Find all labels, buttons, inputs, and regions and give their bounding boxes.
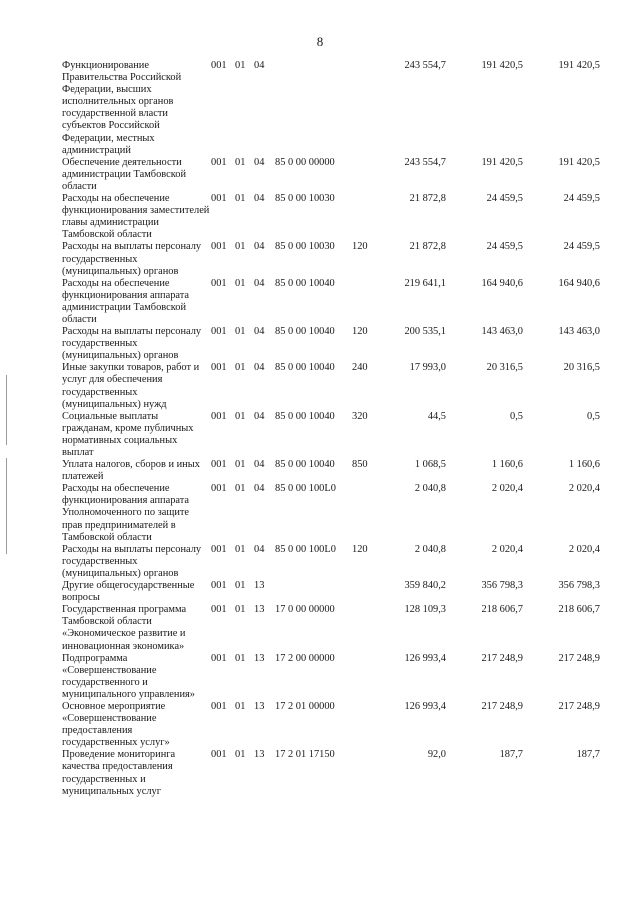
subsection-code: 13 — [254, 652, 265, 664]
admin-code: 001 — [211, 749, 227, 761]
amount-year-2: 24 459,5 — [486, 241, 523, 253]
subsection-code: 13 — [254, 580, 265, 592]
amount-year-2: 2 020,4 — [491, 483, 523, 495]
amount-year-1: 200 535,1 — [404, 326, 446, 338]
target-article-code: 17 2 01 00000 — [275, 700, 335, 712]
amount-year-3: 24 459,5 — [563, 241, 600, 253]
amount-year-1: 21 872,8 — [409, 193, 446, 205]
table-row — [62, 362, 610, 410]
amount-year-1: 128 109,3 — [404, 604, 446, 616]
admin-code: 001 — [211, 700, 227, 712]
amount-year-1: 17 993,0 — [409, 362, 446, 374]
section-code: 01 — [235, 459, 246, 471]
section-code: 01 — [235, 241, 246, 253]
expense-type-code: 120 — [352, 326, 368, 338]
amount-year-3: 0,5 — [587, 410, 600, 422]
section-code: 01 — [235, 410, 246, 422]
amount-year-3: 218 606,7 — [558, 604, 600, 616]
section-code: 01 — [235, 60, 246, 71]
expense-item-name: Расходы на обеспечение функционирования заместителей главы администрации Тамбовской области — [62, 193, 210, 241]
section-code: 01 — [235, 749, 246, 761]
table-row — [62, 459, 610, 483]
amount-year-3: 2 020,4 — [568, 543, 600, 555]
admin-code: 001 — [211, 60, 227, 71]
subsection-code: 04 — [254, 362, 265, 374]
expense-type-code: 320 — [352, 410, 368, 422]
amount-year-2: 218 606,7 — [481, 604, 523, 616]
section-code: 01 — [235, 326, 246, 338]
section-code: 01 — [235, 193, 246, 205]
table-row — [62, 604, 610, 652]
subsection-code: 13 — [254, 700, 265, 712]
table-row — [62, 60, 610, 157]
expense-type-code: 240 — [352, 362, 368, 374]
page-number: 8 — [316, 34, 324, 49]
table-row — [62, 278, 610, 326]
target-article-code: 17 2 00 00000 — [275, 652, 335, 664]
subsection-code: 04 — [254, 483, 265, 495]
subsection-code: 04 — [254, 326, 265, 338]
amount-year-1: 2 040,8 — [414, 483, 446, 495]
amount-year-3: 143 463,0 — [558, 326, 600, 338]
scan-artifact-line — [6, 375, 7, 445]
subsection-code: 13 — [254, 749, 265, 761]
amount-year-3: 2 020,4 — [568, 483, 600, 495]
subsection-code: 04 — [254, 193, 265, 205]
amount-year-3: 191 420,5 — [558, 156, 600, 168]
subsection-code: 04 — [254, 60, 265, 71]
amount-year-3: 1 160,6 — [568, 459, 600, 471]
table-row — [62, 241, 610, 277]
admin-code: 001 — [211, 241, 227, 253]
amount-year-1: 359 840,2 — [404, 580, 446, 592]
admin-code: 001 — [211, 543, 227, 555]
amount-year-3: 20 316,5 — [563, 362, 600, 374]
amount-year-2: 191 420,5 — [481, 156, 523, 168]
subsection-code: 04 — [254, 543, 265, 555]
section-code: 01 — [235, 700, 246, 712]
target-article-code: 85 0 00 00000 — [275, 156, 335, 168]
amount-year-2: 191 420,5 — [481, 60, 523, 71]
target-article-code: 85 0 00 10030 — [275, 241, 335, 253]
admin-code: 001 — [211, 459, 227, 471]
expense-item-name: Расходы на выплаты персоналу государственных (муниципальных) органов — [62, 326, 202, 362]
target-article-code: 85 0 00 10040 — [275, 277, 335, 289]
table-row — [62, 193, 610, 241]
section-code: 01 — [235, 156, 246, 168]
subsection-code: 13 — [254, 604, 265, 616]
section-code: 01 — [235, 604, 246, 616]
admin-code: 001 — [211, 652, 227, 664]
amount-year-2: 0,5 — [510, 410, 523, 422]
amount-year-1: 1 068,5 — [414, 459, 446, 471]
expense-item-name: Подпрограмма «Совершенствование государственного и муниципального управления» — [62, 652, 195, 700]
amount-year-3: 187,7 — [576, 749, 600, 761]
amount-year-2: 2 020,4 — [491, 543, 523, 555]
subsection-code: 04 — [254, 241, 265, 253]
target-article-code: 85 0 00 10040 — [275, 326, 335, 338]
amount-year-2: 187,7 — [499, 749, 523, 761]
expense-item-name: Расходы на выплаты персоналу государственных (муниципальных) органов — [62, 543, 202, 579]
target-article-code: 85 0 00 10040 — [275, 362, 335, 374]
amount-year-1: 126 993,4 — [404, 700, 446, 712]
target-article-code: 85 0 00 100L0 — [275, 543, 336, 555]
amount-year-2: 24 459,5 — [486, 193, 523, 205]
section-code: 01 — [235, 580, 246, 592]
amount-year-2: 217 248,9 — [481, 700, 523, 712]
admin-code: 001 — [211, 604, 227, 616]
amount-year-2: 143 463,0 — [481, 326, 523, 338]
expense-item-name: Социальные выплаты гражданам, кроме публичных нормативных социальных выплат — [62, 410, 194, 458]
target-article-code: 17 0 00 00000 — [275, 604, 335, 616]
expense-item-name: Расходы на обеспечение функционирования аппарата Уполномоченного по защите прав предпринимателей в Тамбовской области — [62, 483, 190, 543]
section-code: 01 — [235, 277, 246, 289]
target-article-code: 85 0 00 100L0 — [275, 483, 336, 495]
admin-code: 001 — [211, 156, 227, 168]
amount-year-3: 217 248,9 — [558, 652, 600, 664]
target-article-code: 85 0 00 10040 — [275, 410, 335, 422]
section-code: 01 — [235, 652, 246, 664]
amount-year-1: 243 554,7 — [404, 60, 446, 71]
table-row — [62, 157, 610, 193]
admin-code: 001 — [211, 362, 227, 374]
expense-item-name: Государственная программа Тамбовской области «Экономическое развитие и инновационная экономика» — [62, 604, 187, 652]
table-row — [62, 483, 610, 543]
section-code: 01 — [235, 483, 246, 495]
expense-type-code: 120 — [352, 241, 368, 253]
table-row — [62, 580, 610, 604]
amount-year-1: 243 554,7 — [404, 156, 446, 168]
admin-code: 001 — [211, 193, 227, 205]
target-article-code: 17 2 01 17150 — [275, 749, 335, 761]
subsection-code: 04 — [254, 410, 265, 422]
expense-item-name: Расходы на выплаты персоналу государственных (муниципальных) органов — [62, 241, 202, 277]
expense-item-name: Иные закупки товаров, работ и услуг для обеспечения государственных (муниципальных) нужд — [62, 362, 200, 410]
admin-code: 001 — [211, 410, 227, 422]
expense-item-name: Другие общегосударственные вопросы — [62, 580, 195, 604]
section-code: 01 — [235, 362, 246, 374]
subsection-code: 04 — [254, 156, 265, 168]
amount-year-2: 356 798,3 — [481, 580, 523, 592]
amount-year-3: 24 459,5 — [563, 193, 600, 205]
table-body — [62, 60, 610, 798]
amount-year-1: 44,5 — [427, 410, 446, 422]
section-code: 01 — [235, 543, 246, 555]
amount-year-1: 126 993,4 — [404, 652, 446, 664]
expense-type-code: 850 — [352, 459, 368, 471]
amount-year-3: 191 420,5 — [558, 60, 600, 71]
admin-code: 001 — [211, 277, 227, 289]
table-row — [62, 701, 610, 749]
table-row — [62, 411, 610, 459]
scan-artifact-line — [6, 458, 7, 554]
expense-item-name: Расходы на обеспечение функционирования аппарата администрации Тамбовской области — [62, 277, 190, 325]
subsection-code: 04 — [254, 459, 265, 471]
expense-type-code: 120 — [352, 543, 368, 555]
table-row — [62, 544, 610, 580]
amount-year-3: 217 248,9 — [558, 700, 600, 712]
expense-item-name: Проведение мониторинга качества предоставления государственных и муниципальных услуг — [62, 749, 176, 797]
amount-year-3: 356 798,3 — [558, 580, 600, 592]
table-row — [62, 749, 610, 797]
expense-item-name: Обеспечение деятельности администрации Тамбовской области — [62, 156, 187, 192]
amount-year-3: 164 940,6 — [558, 277, 600, 289]
budget-table — [62, 60, 610, 798]
amount-year-1: 21 872,8 — [409, 241, 446, 253]
admin-code: 001 — [211, 483, 227, 495]
expense-item-name: Основное мероприятие «Совершенствование предоставления государственных услуг» — [62, 700, 170, 749]
amount-year-1: 92,0 — [427, 749, 446, 761]
admin-code: 001 — [211, 326, 227, 338]
amount-year-2: 20 316,5 — [486, 362, 523, 374]
subsection-code: 04 — [254, 277, 265, 289]
target-article-code: 85 0 00 10030 — [275, 193, 335, 205]
table-row — [62, 326, 610, 362]
amount-year-2: 164 940,6 — [481, 277, 523, 289]
expense-item-name: Функционирование Правительства Российской Федерации, высших исполнительных органов государственной власти субъектов Российской Федерации, местных администраций — [62, 60, 182, 156]
amount-year-2: 217 248,9 — [481, 652, 523, 664]
target-article-code: 85 0 00 10040 — [275, 459, 335, 471]
expense-item-name: Уплата налогов, сборов и иных платежей — [62, 459, 200, 483]
amount-year-1: 219 641,1 — [404, 277, 446, 289]
amount-year-1: 2 040,8 — [414, 543, 446, 555]
amount-year-2: 1 160,6 — [491, 459, 523, 471]
table-row — [62, 653, 610, 701]
admin-code: 001 — [211, 580, 227, 592]
